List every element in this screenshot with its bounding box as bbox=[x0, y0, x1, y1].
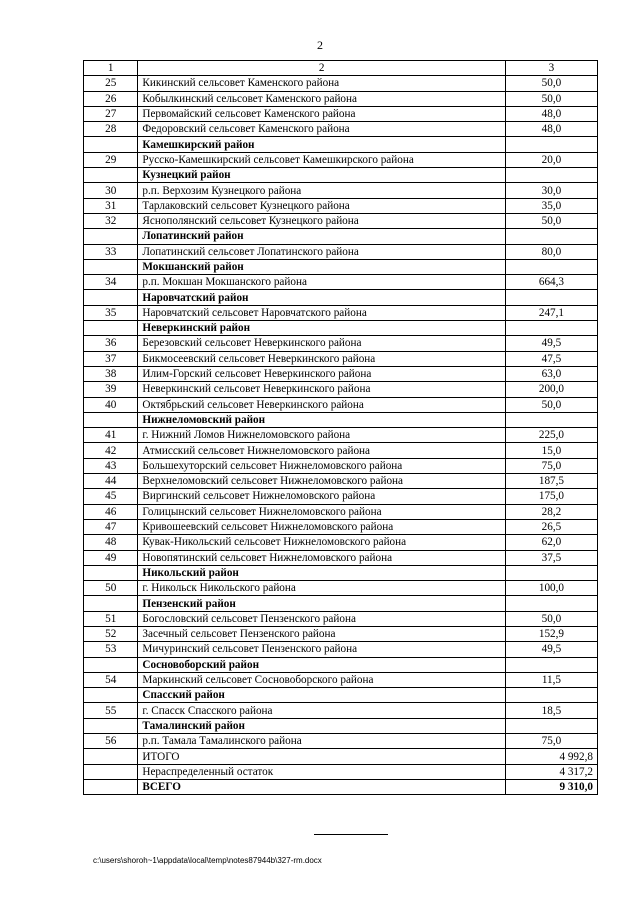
row-name-cell: р.п. Тамала Тамалинского района bbox=[138, 734, 505, 749]
row-number-cell: 50 bbox=[84, 581, 138, 596]
allocation-table bbox=[83, 60, 598, 795]
row-value-cell: 35,0 bbox=[505, 198, 597, 213]
table-row bbox=[84, 474, 598, 489]
row-value-cell: 4 317,2 bbox=[505, 764, 597, 779]
row-number-cell bbox=[84, 688, 138, 703]
row-number-cell: 40 bbox=[84, 397, 138, 412]
row-value-cell bbox=[505, 137, 597, 152]
table-row bbox=[84, 397, 598, 412]
row-name-cell: Виргинский сельсовет Нижнеломовского района bbox=[138, 489, 505, 504]
row-value-cell: 20,0 bbox=[505, 152, 597, 167]
row-name-cell: Бикмосеевский сельсовет Неверкинского района bbox=[138, 351, 505, 366]
row-number-cell: 53 bbox=[84, 642, 138, 657]
row-number-cell bbox=[84, 764, 138, 779]
row-value-cell: 26,5 bbox=[505, 519, 597, 534]
row-value-cell: 37,5 bbox=[505, 550, 597, 565]
table-row bbox=[84, 91, 598, 106]
table-row bbox=[84, 106, 598, 121]
column-header: 3 bbox=[505, 61, 597, 76]
district-header-row bbox=[84, 718, 598, 733]
district-header-row bbox=[84, 412, 598, 427]
table-row bbox=[84, 550, 598, 565]
row-number-cell: 47 bbox=[84, 519, 138, 534]
row-name-cell: Федоровский сельсовет Каменского района bbox=[138, 122, 505, 137]
column-header: 2 bbox=[138, 61, 505, 76]
column-header: 1 bbox=[84, 61, 138, 76]
row-value-cell: 152,9 bbox=[505, 626, 597, 641]
table-row bbox=[84, 489, 598, 504]
row-name-cell: Наровчатский сельсовет Наровчатского района bbox=[138, 305, 505, 320]
district-header-row bbox=[84, 229, 598, 244]
row-name-cell: Кобылкинский сельсовет Каменского района bbox=[138, 91, 505, 106]
row-number-cell: 56 bbox=[84, 734, 138, 749]
row-value-cell: 28,2 bbox=[505, 504, 597, 519]
row-value-cell bbox=[505, 290, 597, 305]
footer-file-path: c:\users\shoroh~1\appdata\local\temp\notes87944b\327-rm.docx bbox=[93, 856, 322, 865]
district-name: Пензенский район bbox=[138, 596, 505, 611]
row-value-cell: 50,0 bbox=[505, 91, 597, 106]
table-row bbox=[84, 76, 598, 91]
signature-line bbox=[314, 834, 388, 835]
row-name-cell: Первомайский сельсовет Каменского района bbox=[138, 106, 505, 121]
row-number-cell bbox=[84, 565, 138, 580]
row-value-cell: 48,0 bbox=[505, 122, 597, 137]
row-value-cell: 18,5 bbox=[505, 703, 597, 718]
row-number-cell bbox=[84, 657, 138, 672]
table-row bbox=[84, 244, 598, 259]
row-value-cell bbox=[505, 565, 597, 580]
row-number-cell bbox=[84, 290, 138, 305]
row-value-cell: 50,0 bbox=[505, 397, 597, 412]
row-number-cell bbox=[84, 137, 138, 152]
district-name: Лопатинский район bbox=[138, 229, 505, 244]
district-header-row bbox=[84, 137, 598, 152]
district-header-row bbox=[84, 290, 598, 305]
district-header-row bbox=[84, 259, 598, 274]
district-name: Неверкинский район bbox=[138, 321, 505, 336]
row-number-cell: 31 bbox=[84, 198, 138, 213]
district-name: Тамалинский район bbox=[138, 718, 505, 733]
row-name-cell: Богословский сельсовет Пензенского района bbox=[138, 611, 505, 626]
page-number: 2 bbox=[317, 38, 323, 52]
district-name: Кузнецкий район bbox=[138, 168, 505, 183]
district-header-row bbox=[84, 688, 598, 703]
district-name: Никольский район bbox=[138, 565, 505, 580]
row-name-cell: Новопятинский сельсовет Нижнеломовского района bbox=[138, 550, 505, 565]
row-name-cell: Березовский сельсовет Неверкинского района bbox=[138, 336, 505, 351]
total-row bbox=[84, 749, 598, 764]
row-name-cell: р.п. Мокшан Мокшанского района bbox=[138, 275, 505, 290]
table-row bbox=[84, 351, 598, 366]
row-name-cell: Кикинский сельсовет Каменского района bbox=[138, 76, 505, 91]
row-name-cell: ИТОГО bbox=[138, 749, 505, 764]
row-name-cell: Засечный сельсовет Пензенского района bbox=[138, 626, 505, 641]
table-row bbox=[84, 672, 598, 687]
row-number-cell: 30 bbox=[84, 183, 138, 198]
row-number-cell bbox=[84, 412, 138, 427]
row-number-cell: 37 bbox=[84, 351, 138, 366]
row-name-cell: ВСЕГО bbox=[138, 779, 505, 794]
row-value-cell bbox=[505, 596, 597, 611]
table-row bbox=[84, 382, 598, 397]
row-name-cell: Илим-Горский сельсовет Неверкинского района bbox=[138, 366, 505, 381]
row-name-cell: Кувак-Никольский сельсовет Нижнеломовского района bbox=[138, 535, 505, 550]
row-name-cell: Лопатинский сельсовет Лопатинского района bbox=[138, 244, 505, 259]
row-number-cell: 27 bbox=[84, 106, 138, 121]
row-number-cell bbox=[84, 749, 138, 764]
table-row bbox=[84, 275, 598, 290]
table-row bbox=[84, 519, 598, 534]
row-number-cell: 42 bbox=[84, 443, 138, 458]
table-row bbox=[84, 336, 598, 351]
table-header-row bbox=[84, 61, 598, 76]
row-name-cell: Мичуринский сельсовет Пензенского района bbox=[138, 642, 505, 657]
row-number-cell: 33 bbox=[84, 244, 138, 259]
table-row bbox=[84, 198, 598, 213]
row-number-cell bbox=[84, 229, 138, 244]
row-value-cell: 50,0 bbox=[505, 213, 597, 228]
table-row bbox=[84, 152, 598, 167]
row-name-cell: Кривошеевский сельсовет Нижнеломовского района bbox=[138, 519, 505, 534]
district-name: Мокшанский район bbox=[138, 259, 505, 274]
district-name: Наровчатский район bbox=[138, 290, 505, 305]
row-value-cell bbox=[505, 688, 597, 703]
row-number-cell: 51 bbox=[84, 611, 138, 626]
table-row bbox=[84, 458, 598, 473]
row-number-cell bbox=[84, 259, 138, 274]
row-number-cell: 48 bbox=[84, 535, 138, 550]
row-name-cell: р.п. Верхозим Кузнецкого района bbox=[138, 183, 505, 198]
district-header-row bbox=[84, 596, 598, 611]
row-name-cell: Верхнеломовский сельсовет Нижнеломовского района bbox=[138, 474, 505, 489]
row-number-cell bbox=[84, 168, 138, 183]
row-value-cell: 200,0 bbox=[505, 382, 597, 397]
row-number-cell: 49 bbox=[84, 550, 138, 565]
district-name: Сосновоборский район bbox=[138, 657, 505, 672]
district-name: Спасский район bbox=[138, 688, 505, 703]
row-number-cell: 46 bbox=[84, 504, 138, 519]
table-row bbox=[84, 642, 598, 657]
row-name-cell: г. Никольск Никольского района bbox=[138, 581, 505, 596]
row-number-cell: 36 bbox=[84, 336, 138, 351]
district-header-row bbox=[84, 321, 598, 336]
row-name-cell: Маркинский сельсовет Сосновоборского района bbox=[138, 672, 505, 687]
table-row bbox=[84, 122, 598, 137]
row-number-cell: 35 bbox=[84, 305, 138, 320]
row-value-cell: 247,1 bbox=[505, 305, 597, 320]
row-number-cell: 45 bbox=[84, 489, 138, 504]
table-row bbox=[84, 504, 598, 519]
row-name-cell: Нераспределенный остаток bbox=[138, 764, 505, 779]
district-name: Камешкирский район bbox=[138, 137, 505, 152]
row-number-cell: 32 bbox=[84, 213, 138, 228]
district-name: Нижнеломовский район bbox=[138, 412, 505, 427]
row-value-cell bbox=[505, 229, 597, 244]
total-row bbox=[84, 779, 598, 794]
table-row bbox=[84, 366, 598, 381]
row-number-cell: 52 bbox=[84, 626, 138, 641]
row-name-cell: Большехуторский сельсовет Нижнеломовского района bbox=[138, 458, 505, 473]
total-row bbox=[84, 764, 598, 779]
row-number-cell bbox=[84, 596, 138, 611]
table-row bbox=[84, 443, 598, 458]
row-number-cell: 44 bbox=[84, 474, 138, 489]
row-name-cell: г. Нижний Ломов Нижнеломовского района bbox=[138, 428, 505, 443]
table-row bbox=[84, 611, 598, 626]
row-value-cell: 100,0 bbox=[505, 581, 597, 596]
row-name-cell: Русско-Камешкирский сельсовет Камешкирского района bbox=[138, 152, 505, 167]
row-value-cell: 664,3 bbox=[505, 275, 597, 290]
row-number-cell bbox=[84, 321, 138, 336]
row-number-cell bbox=[84, 779, 138, 794]
district-header-row bbox=[84, 565, 598, 580]
table-row bbox=[84, 428, 598, 443]
row-number-cell: 43 bbox=[84, 458, 138, 473]
row-value-cell: 47,5 bbox=[505, 351, 597, 366]
row-value-cell: 187,5 bbox=[505, 474, 597, 489]
row-value-cell bbox=[505, 321, 597, 336]
table-row bbox=[84, 213, 598, 228]
row-number-cell bbox=[84, 718, 138, 733]
row-value-cell: 30,0 bbox=[505, 183, 597, 198]
table-row bbox=[84, 581, 598, 596]
row-value-cell: 50,0 bbox=[505, 76, 597, 91]
row-value-cell: 75,0 bbox=[505, 458, 597, 473]
row-value-cell: 80,0 bbox=[505, 244, 597, 259]
row-value-cell: 9 310,0 bbox=[505, 779, 597, 794]
district-header-row bbox=[84, 168, 598, 183]
row-value-cell: 62,0 bbox=[505, 535, 597, 550]
row-name-cell: Голицынский сельсовет Нижнеломовского района bbox=[138, 504, 505, 519]
row-value-cell: 225,0 bbox=[505, 428, 597, 443]
row-number-cell: 55 bbox=[84, 703, 138, 718]
row-name-cell: Неверкинский сельсовет Неверкинского района bbox=[138, 382, 505, 397]
table-row bbox=[84, 734, 598, 749]
row-number-cell: 34 bbox=[84, 275, 138, 290]
row-value-cell bbox=[505, 168, 597, 183]
row-number-cell: 54 bbox=[84, 672, 138, 687]
row-value-cell bbox=[505, 412, 597, 427]
row-number-cell: 38 bbox=[84, 366, 138, 381]
row-value-cell: 4 992,8 bbox=[505, 749, 597, 764]
row-name-cell: Яснополянский сельсовет Кузнецкого района bbox=[138, 213, 505, 228]
table-row bbox=[84, 626, 598, 641]
row-value-cell: 15,0 bbox=[505, 443, 597, 458]
table-row bbox=[84, 305, 598, 320]
row-value-cell: 49,5 bbox=[505, 642, 597, 657]
row-name-cell: Октябрьский сельсовет Неверкинского района bbox=[138, 397, 505, 412]
row-number-cell: 26 bbox=[84, 91, 138, 106]
row-value-cell: 11,5 bbox=[505, 672, 597, 687]
row-number-cell: 41 bbox=[84, 428, 138, 443]
row-value-cell: 50,0 bbox=[505, 611, 597, 626]
table-row bbox=[84, 535, 598, 550]
district-header-row bbox=[84, 657, 598, 672]
row-name-cell: г. Спасск Спасского района bbox=[138, 703, 505, 718]
row-name-cell: Атмисский сельсовет Нижнеломовского района bbox=[138, 443, 505, 458]
row-value-cell: 175,0 bbox=[505, 489, 597, 504]
table-row bbox=[84, 703, 598, 718]
row-value-cell: 49,5 bbox=[505, 336, 597, 351]
row-number-cell: 28 bbox=[84, 122, 138, 137]
row-value-cell: 63,0 bbox=[505, 366, 597, 381]
row-name-cell: Тарлаковский сельсовет Кузнецкого района bbox=[138, 198, 505, 213]
row-value-cell: 48,0 bbox=[505, 106, 597, 121]
row-value-cell bbox=[505, 657, 597, 672]
row-value-cell bbox=[505, 259, 597, 274]
row-value-cell bbox=[505, 718, 597, 733]
row-number-cell: 39 bbox=[84, 382, 138, 397]
table-row bbox=[84, 183, 598, 198]
row-value-cell: 75,0 bbox=[505, 734, 597, 749]
row-number-cell: 25 bbox=[84, 76, 138, 91]
row-number-cell: 29 bbox=[84, 152, 138, 167]
